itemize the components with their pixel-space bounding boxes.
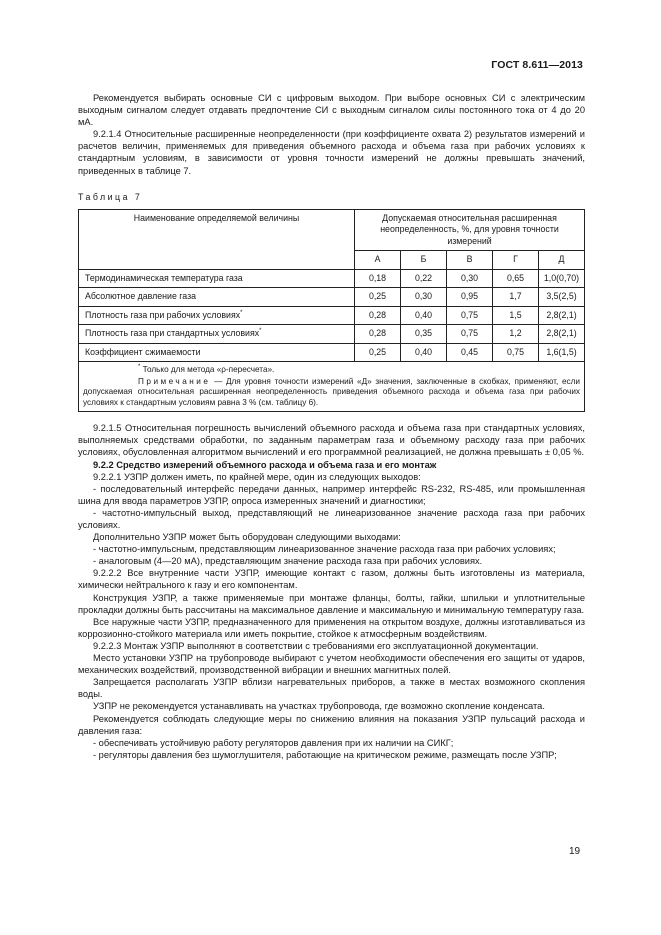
quantity-label: Плотность газа при рабочих условиях: [85, 309, 241, 320]
table-cell: 1,2: [493, 325, 539, 344]
table-cell: 0,18: [355, 269, 401, 288]
footnote-mark: *: [138, 364, 141, 371]
table-cell: 0,40: [401, 343, 447, 362]
level-header: Г: [493, 251, 539, 270]
table-cell: 0,28: [355, 325, 401, 344]
table-caption: Таблица 7: [78, 191, 143, 202]
table-footer-row: [79, 362, 585, 412]
table-cell: 0,25: [355, 288, 401, 307]
body-paragraph: Запрещается располагать УЗПР вблизи нагревательных приборов, а также в местах возможного скопления воды.: [78, 677, 585, 700]
table-cell: 0,30: [447, 269, 493, 288]
footnote-mark: *: [259, 328, 262, 335]
quantity-name: [79, 288, 355, 307]
body-paragraph: Рекомендуется соблюдать следующие меры по снижению влияния на показания УЗПР пульсаций расхода и давления газа:: [78, 713, 585, 736]
quantity-name: [79, 306, 355, 325]
table-cell: 1,6(1,5): [539, 343, 585, 362]
table-cell: 2,8(2,1): [539, 306, 585, 325]
section-title: 9.2.2 Средство измерений объемного расхода и объема газа и его монтаж: [93, 459, 437, 470]
table-note: [83, 377, 580, 409]
quantity-label: Коэффициент сжимаемости: [85, 346, 201, 357]
column-header-name: Наименование определяемой величины: [79, 209, 355, 269]
body-paragraph: - аналоговым (4—20 мА), представляющим значение расхода газа при рабочих условиях.: [93, 556, 483, 567]
body-paragraph: - регуляторы давления без шумоглушителя, работающие на критическом режиме, размещать после УЗПР;: [93, 749, 557, 760]
body-paragraph: - частотно-импульсным, представляющим линеаризованное значение расхода газа при рабочих условиях;: [93, 544, 556, 555]
table-row: [79, 288, 585, 307]
table-cell: 3,5(2,5): [539, 288, 585, 307]
footnote-text: Только для метода «ρ-пересчета».: [142, 365, 275, 375]
quantity-label: Абсолютное давление газа: [85, 291, 197, 302]
table-cell: 0,75: [493, 343, 539, 362]
table-footnote: [83, 365, 580, 376]
body-paragraph: 9.2.2.1 УЗПР должен иметь, по крайней мере, один из следующих выходов:: [93, 471, 421, 482]
note-text: — Для уровня точности измерений «Д» значения, заключенные в скобках, применяют, если допускаемая относительная расширенная неопределенность приведения объемного расхода и объема газа при рабочих условиях к стандартным условиям равна 3 % (см. таблицу 6).: [83, 376, 580, 407]
table-cell: 0,40: [401, 306, 447, 325]
quantity-name: [79, 343, 355, 362]
page-number: 19: [569, 846, 581, 857]
table-footer: [79, 362, 585, 412]
table-cell: 2,8(2,1): [539, 325, 585, 344]
table-cell: 0,25: [355, 343, 401, 362]
table-cell: 0,75: [447, 325, 493, 344]
level-header: А: [355, 251, 401, 270]
quantity-label: Термодинамическая температура газа: [85, 272, 243, 283]
column-group-header: Допускаемая относительная расширенная неопределенность, %, для уровня точности измерений: [355, 209, 585, 251]
note-label: Примечание: [138, 376, 211, 386]
body-paragraph: Место установки УЗПР на трубопроводе выбирают с учетом необходимости обеспечения его защиты от ударов, механических воздействий, производственной вибрации и внешних магнитных полей.: [78, 653, 585, 676]
table-cell: 0,30: [401, 288, 447, 307]
footnote-mark: *: [240, 309, 243, 316]
table-row: [79, 269, 585, 288]
table-cell: 1,0(0,70): [539, 269, 585, 288]
level-header: В: [447, 251, 493, 270]
table-cell: 0,95: [447, 288, 493, 307]
body-paragraph: - последовательный интерфейс передачи данных, например интерфейс RS-232, RS-485, или промышленная шина для ввода параметров УЗПР, опроса измеренных значений и диагностики;: [78, 483, 585, 506]
table-row: [79, 325, 585, 344]
quantity-name: [79, 325, 355, 344]
intro-paragraph: Рекомендуется выбирать основные СИ с цифровым выходом. При выборе основных СИ с электрическим выходным сигналом следует отдавать предпочтение СИ с выходным сигналом силы постоянного тока от 4 до 20 мА.: [78, 93, 585, 128]
quantity-label: Плотность газа при стандартных условиях: [85, 328, 260, 339]
intro-paragraph: 9.2.1.4 Относительные расширенные неопределенности (при коэффициенте охвата 2) результатов измерений и расчетов величин, применяемых для приведения объемного расхода и объема газа при рабочих условиях к стандартным условиям, в зависимости от уровня точности измерений не должны превышать значений, приведенных в таблице 7.: [78, 129, 585, 176]
table-row: [79, 306, 585, 325]
level-header: Б: [401, 251, 447, 270]
body-paragraph: Дополнительно УЗПР может быть оборудован следующими выходами:: [93, 532, 401, 543]
table-cell: 0,75: [447, 306, 493, 325]
table-cell: 1,5: [493, 306, 539, 325]
page-content: [78, 92, 585, 761]
table-row: [79, 343, 585, 362]
body-paragraph: - частотно-импульсный выход, представляющий не линеаризованное значение расхода газа при рабочих условиях.: [78, 507, 585, 530]
body-paragraph: Все наружные части УЗПР, предназначенного для применения на открытом воздухе, должны изготавливаться из коррозионно-стойкого материала или иметь покрытие, стойкое к атмосферным воздействиям.: [78, 616, 585, 639]
body-paragraph: 9.2.2.3 Монтаж УЗПР выполняют в соответствии с требованиями его эксплуатационной документации.: [93, 640, 539, 651]
table-cell: 0,65: [493, 269, 539, 288]
document-header: ГОСТ 8.611—2013: [491, 59, 583, 71]
body-paragraph: 9.2.2.2 Все внутренние части УЗПР, имеющие контакт с газом, должны быть изготовлены из материала, химически нейтрального к газу и его компонентам.: [78, 568, 585, 591]
table-cell: 1,7: [493, 288, 539, 307]
table-cell: 0,45: [447, 343, 493, 362]
body-paragraph: - обеспечивать устойчивую работу регуляторов давления при их наличии на СИКГ;: [93, 737, 454, 748]
uncertainty-table: [78, 209, 585, 413]
body-paragraph: УЗПР не рекомендуется устанавливать на участках трубопровода, где возможно скопление конденсата.: [93, 701, 545, 712]
level-header: Д: [539, 251, 585, 270]
table-cell: 0,35: [401, 325, 447, 344]
table-cell: 0,22: [401, 269, 447, 288]
table-cell: 0,28: [355, 306, 401, 325]
table-header-row: [79, 209, 585, 251]
paragraph-9215: 9.2.1.5 Относительная погрешность вычислений объемного расхода и объема газа при стандартных условиях, выполняемых средствами обработки, по заданным параметрам газа и объемному расходу газа при рабочих условиях, обусловленная алгоритмом вычислений и его программной реализацией, не должна превышать ± 0,05 %.: [78, 423, 585, 458]
body-paragraph: Конструкция УЗПР, а также применяемые при монтаже фланцы, болты, гайки, шпильки и уплотнительные прокладки должны быть рассчитаны на максимальное давление и максимальную и минимальную температуру газа.: [78, 592, 585, 615]
quantity-name: [79, 269, 355, 288]
